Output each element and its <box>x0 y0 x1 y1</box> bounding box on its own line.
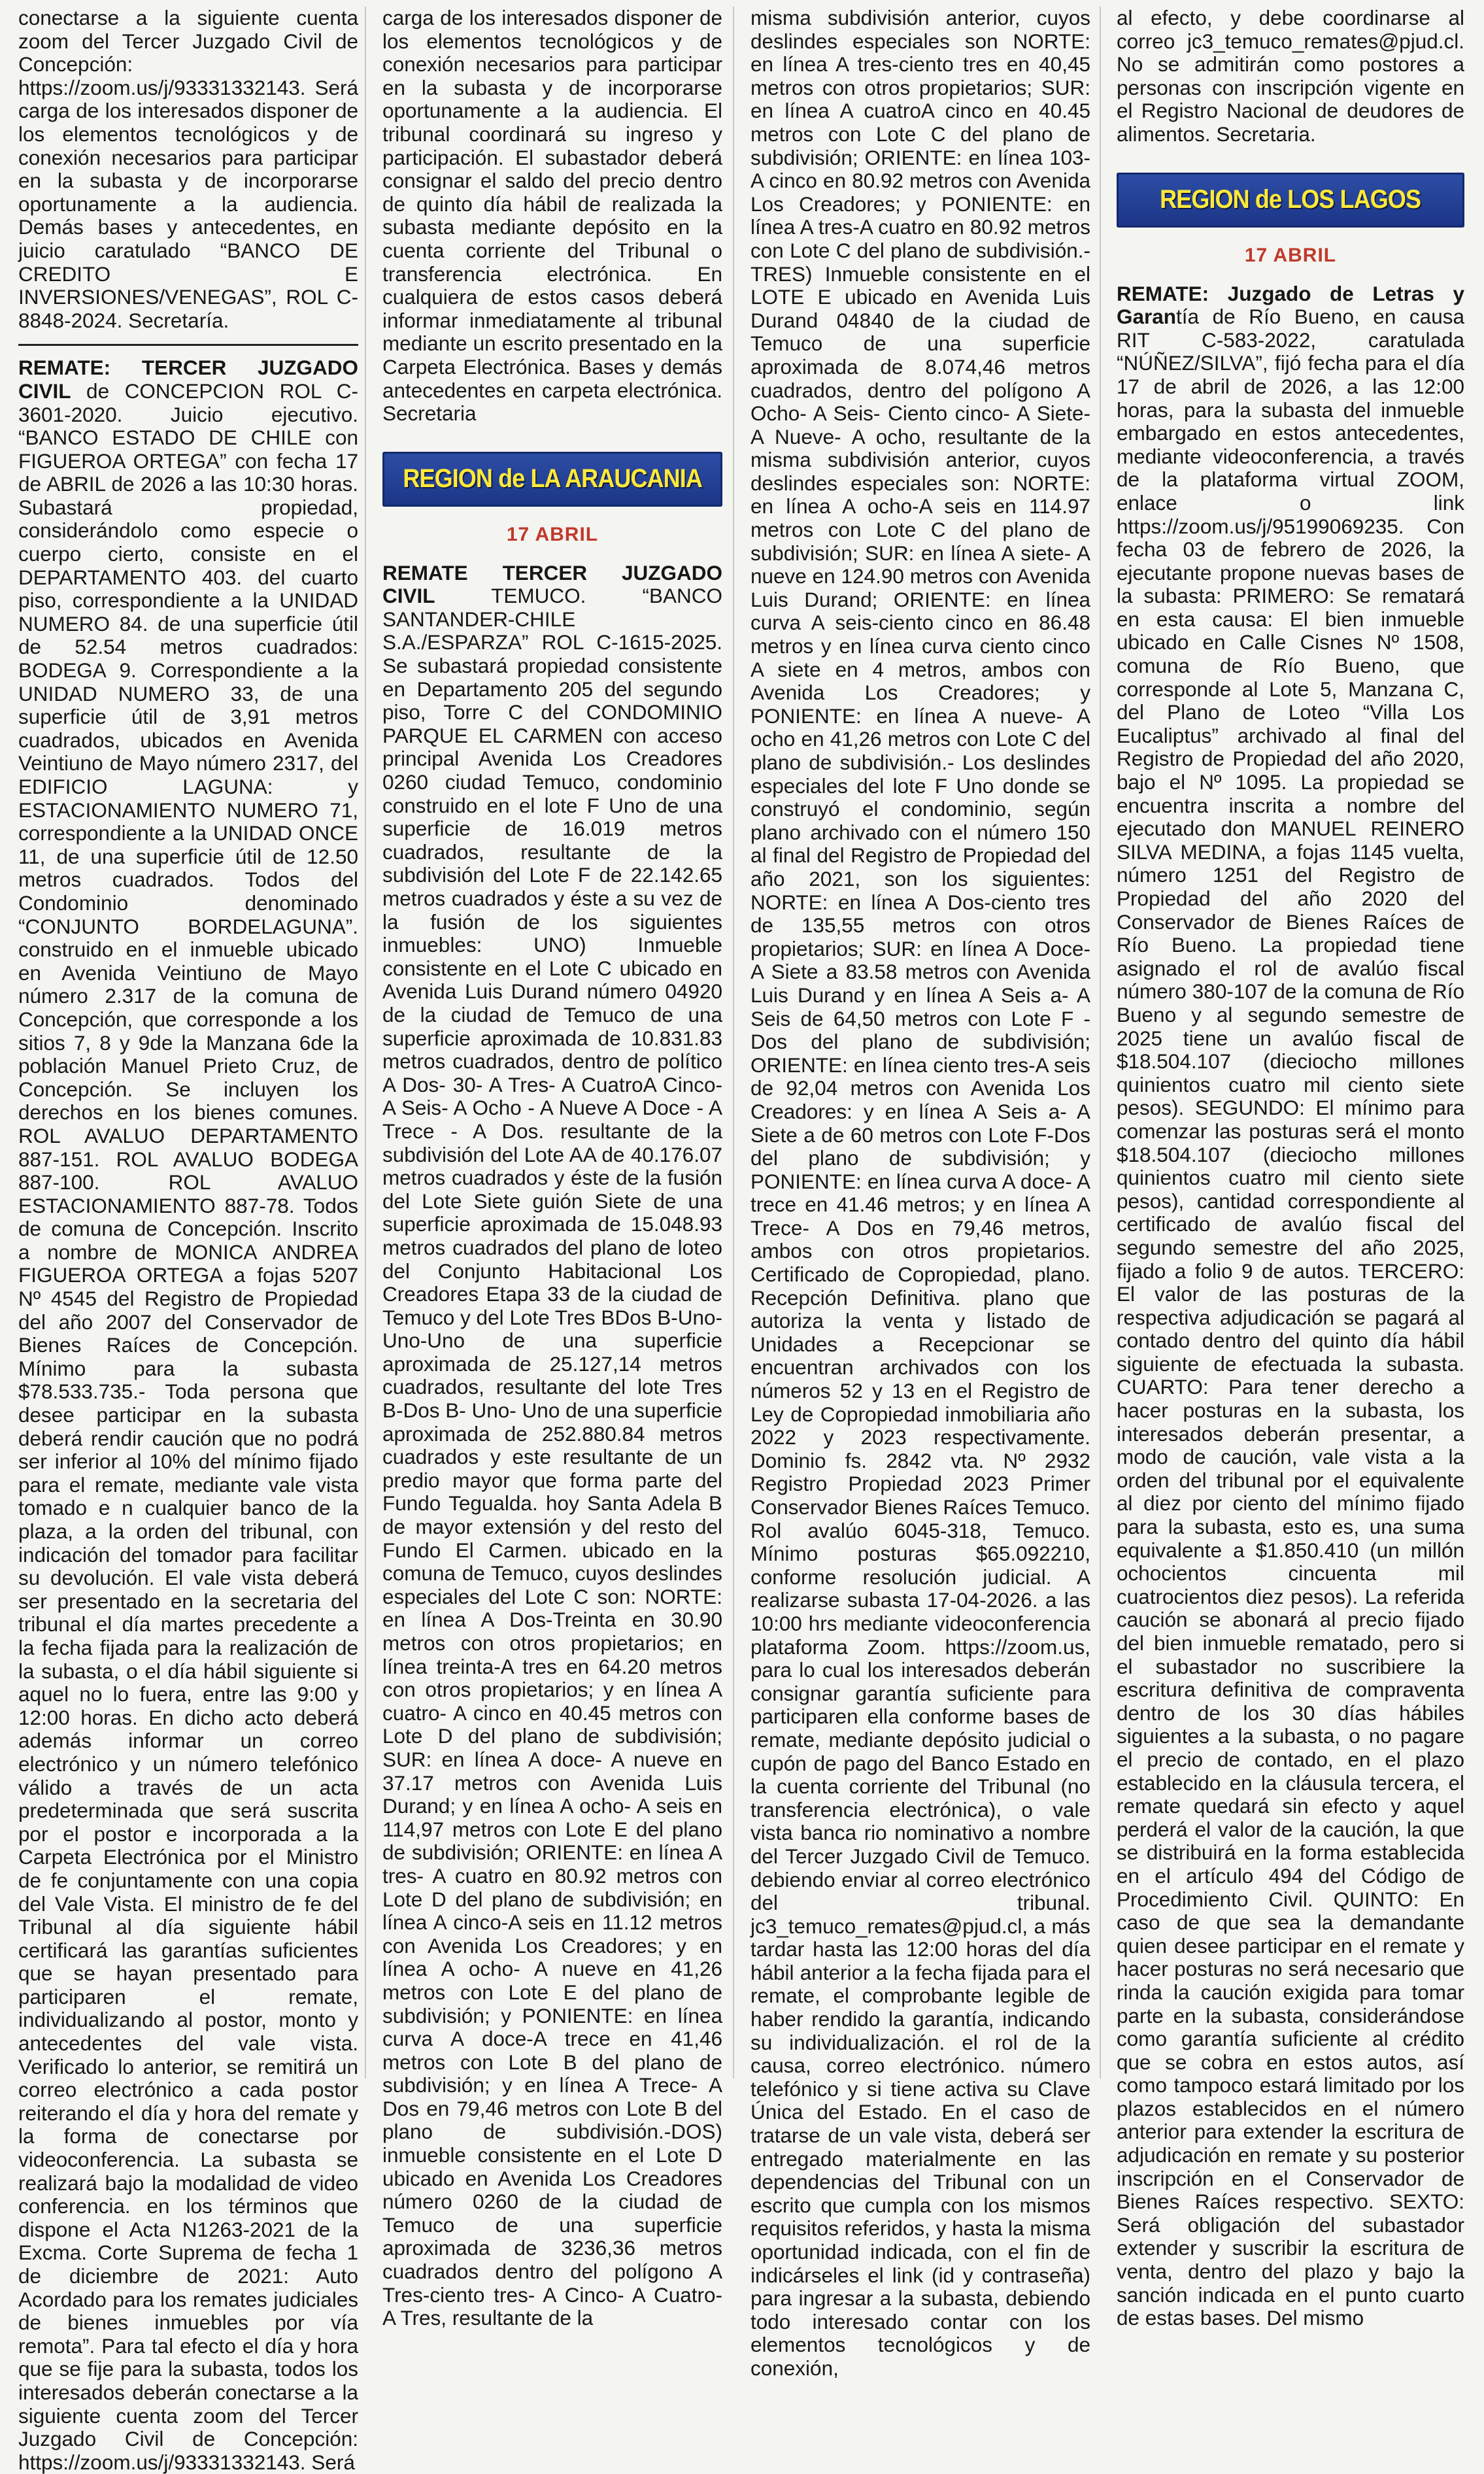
column-1 <box>18 6 358 2474</box>
column-2 <box>382 6 722 2330</box>
region-title: REGION de LOS LAGOS <box>1160 185 1421 214</box>
column-divider <box>733 7 734 2078</box>
section-date: 17 ABRIL <box>506 523 599 545</box>
notice-heading: REMATE TERCER JUZGADO CIVIL <box>382 560 722 608</box>
notice-heading: REMATE: TERCER JUZGADO CIVIL <box>18 356 358 403</box>
notice-continuation: carga de los interesados disponer de los elementos tecnológicos y de conexión necesarios para participar en la subasta y de incorporarse oportunamente a la audiencia. El tribunal coordinará su ingreso y participación. El subastador deberá consignar el saldo del precio dentro de quinto día hábil de realizada la subasta mediante depósito en la cuenta corriente del Tribunal o transferencia electrónica. En cualquiera de estos casos deberá informar inmediatamente al tribunal mediante un escrito presentado en la Carpeta Electrónica. Bases y demás antecedentes en carpeta electrónica. Secretaria <box>382 6 722 426</box>
region-banner-araucania <box>382 452 722 507</box>
section-date: 17 ABRIL <box>1244 244 1337 266</box>
column-4 <box>1117 6 1464 2330</box>
column-3 <box>750 6 1090 2380</box>
notice-remate-rio-bueno <box>1117 282 1464 2330</box>
column-divider <box>1100 7 1101 2078</box>
region-banner-los-lagos <box>1117 173 1464 228</box>
notice-continuation: al efecto, y debe coordinarse al correo jc3_temuco_remates@pjud.cl. No se admitirán como postores a personas con inscripción vigente en el Registro Nacional de deudores de alimentos. Secretaria. <box>1117 6 1464 146</box>
notice-remate-concepcion <box>18 356 358 2474</box>
notice-continuation: conectarse a la siguiente cuenta zoom del Tercer Juzgado Civil de Concepción: https://zoom.us/j/93331332143. Será carga de los interesados disponer de los elementos tecnológicos y de conexión necesarios para participar en la subasta y de incorporarse oportunamente a la audiencia. Demás bases y antecedentes, en juicio caratulado “BANCO DE CREDITO E INVERSIONES/VENEGAS”, ROL C-8848-2024. Secretaría. <box>18 6 358 332</box>
notice-remate-temuco <box>382 562 722 2330</box>
notice-continuation: misma subdivisión anterior, cuyos deslindes especiales son NORTE: en línea A tres-ciento tres en 40,45 metros con otros propietarios; SUR: en línea A cuatroA cinco en 40.45 metros con Lote C del plano de subdivisión; ORIENTE: en línea 103-A cinco en 80.92 metros con Avenida Los Creadores; y PONIENTE: en línea A tres-A cuatro en 80.92 metros con Lote C del plano de subdivisión.- TRES) Inmueble consistente en el LOTE E ubicado en Avenida Luis Durand 04840 de la ciudad de Temuco de una superficie aproximada de 8.074,46 metros cuadrados, dentro del polígono A Ocho- A Seis- Ciento cinco- A Siete- A Nueve- A ocho, resultante de la misma subdivisión anterior, cuyos deslindes especiales son: NORTE: en línea A ocho-A seis en 114.97 metros con Lote C del plano de subdivisión; SUR: en línea A siete- A nueve en 124.90 metros con Avenida Luis Durand; ORIENTE: en línea curva A seis-ciento cinco en 86.48 metros y en línea curva ciento cinco A siete en 4 metros, ambos con Avenida Los Creadores; y PONIENTE: en línea A nueve- A ocho en 41,26 metros con Lote C del plano de subdivisión.- Los deslindes especiales del lote F Uno donde se construyó el condominio, según plano archivado con el número 150 al final del Registro de Propiedad del año 2021, son los siguientes: NORTE: en línea A Dos-ciento tres de 135,55 metros con otros propietarios; SUR: en línea A Doce- A Siete a 83.58 metros con Avenida Luis Durand y en línea A Seis a- A Seis de 64,50 metros con Lote F - Dos del plano de subdivisión; ORIENTE: en línea ciento tres-A seis de 92,04 metros con Avenida Los Creadores: y en línea A Seis a- A Siete a de 60 metros con Lote F-Dos del plano de subdivisión; y PONIENTE: en línea curva A doce- A trece en 41.46 metros; y en línea A Trece- A Dos en 79,46 metros, ambos con otros propietarios. Certificado de Copropiedad, plano. Recepción Definitiva. plano que autoriza la venta y listado de Unidades a Recepcionar se encuentran archivados con los números 52 y 13 en el Registro de Ley de Copropiedad inmobiliaria año 2022 y 2023 respectivamente. Dominio fs. 2842 vta. Nº 2932 Registro Propiedad 2023 Primer Conservador Bienes Raíces Temuco. Rol avalúo 6045-318, Temuco. Mínimo posturas $65.092210, conforme resolución judicial. A realizarse subasta 17-04-2026. a las 10:00 hrs mediante videoconferencia plataforma Zoom. https://zoom.us, para lo cual los interesados deberán consignar garantía suficiente para participaren ella conforme bases de remate, mediante depósito judicial o cupón de pago del Banco Estado en la cuenta corriente del Tribunal (no transferencia electrónica), o vale vista banca rio nominativo a nombre del Tercer Juzgado Civil de Temuco. debiendo enviar al correo electrónico del tribunal. jc3_temuco_remates@pjud.cl, a más tardar hasta las 12:00 horas del día hábil anterior a la fecha fijada para el remate, el comprobante legible de haber rendido la garantía, indicando su individualización. el rol de la causa, correo electrónico. número telefónico y si tiene activa su Clave Única del Estado. En el caso de tratarse de un vale vista, deberá ser entregado materialmente en las dependencias del Tribunal con un escrito que cumpla con los mismos requisitos referidos, y hasta la misma oportunidad indicada, con el fin de indicárseles el link (id y contraseña) para ingresar a la subasta, debiendo todo interesado contar con los elementos tecnológicos y de conexión, <box>750 6 1090 2380</box>
notice-heading: REMATE: Juzgado de Letras y Garan <box>1117 281 1464 329</box>
column-divider <box>365 7 366 2078</box>
region-title: REGION de LA ARAUCANIA <box>403 464 702 494</box>
notice-body: tía de Río Bueno, en causa RIT C-583-2022, caratulada “NÚÑEZ/SILVA”, fijó fecha para el día 17 de abril de 2026, a las 12:00 horas, para la subasta del inmueble embargado en estos antecedentes, mediante videoconferencia, a través de la plataforma virtual ZOOM, enlace o link https://zoom.us/j/95199069235. Con fecha 03 de febrero de 2026, la ejecutante propone nuevas bases de la subasta: PRIMERO: Se rematará en esta causa: El bien inmueble ubicado en Calle Cisnes Nº 1508, comuna de Río Bueno, que corresponde al Lote 5, Manzana C, del Plano de Loteo “Villa Los Eucaliptus” archivado al final del Registro de Propiedad del año 2020, bajo el Nº 1095. La propiedad se encuentra inscrita a nombre del ejecutado don MANUEL REINERO SILVA MEDINA, a fojas 1145 vuelta, número 1251 del Registro de Propiedad del año 2020 del Conservador de Bienes Raíces de Río Bueno. La propiedad tiene asignado el rol de avalúo fiscal número 380-107 de la comuna de Río Bueno y al segundo semestre de 2025 tiene un avalúo fiscal de $18.504.107 (dieciocho millones quinientos cuatro mil ciento siete pesos). SEGUNDO: El mínimo para comenzar las posturas será el monto $18.504.107 (dieciocho millones quinientos cuatro mil ciento siete pesos), cantidad correspondiente al certificado de avalúo fiscal del segundo semestre del año 2025, fijado a folio 9 de autos. TERCERO: El valor de las posturas de la respectiva adjudicación se pagará al contado dentro del quinto día hábil siguiente de efectuada la subasta. CUARTO: Para tener derecho a hacer posturas en la subasta, los interesados deberán presentar, a modo de caución, vale vista a la orden del tribunal por el equivalente al diez por ciento del mínimo fijado para la subasta, esto es, una suma equivalente a $1.850.410 (un millón ochocientos cincuenta mil cuatrocientos diez pesos). La referida caución se abonará al precio fijado del bien inmueble rematado, pero si el subastador no suscribiere la escritura definitiva de compraventa dentro de los 30 días hábiles siguientes a la subasta, o no pagare el precio de contado, en el plazo establecido en la cláusula tercera, el remate quedará sin efecto y aquel perderá el valor de la caución, la que se distribuirá en la forma establecida en el artículo 494 del Código de Procedimiento Civil. QUINTO: En caso de que sea la demandante quien desee participar en el remate y hacer posturas no será necesario que rinda la caución exigida para tomar parte en la subasta, considerándose como garantía suficiente al crédito que se cobra en estos autos, así como tampoco estará limitado por los plazos establecidos en el número anterior para extender la escritura de adjudicación en remate y su posterior inscripción en el Conservador de Bienes Raíces respectivo. SEXTO: Será obligación del subastador extender y suscribir la escritura de venta, dentro del plazo y bajo la sanción indicada en el punto cuarto de estas bases. Del mismo <box>1117 305 1464 2330</box>
notice-body: de CONCEPCION ROL C-3601-2020. Juicio ejecutivo. “BANCO ESTADO DE CHILE con FIGUEROA ORTEGA” con fecha 17 de ABRIL de 2026 a las 10:30 horas. Subastará propiedad, considerándolo como especie o cuerpo cierto, consiste en el DEPARTAMENTO 403. del cuarto piso, correspondiente a la UNIDAD NUMERO 84. de una superficie útil de 52.54 metros cuadrados: BODEGA 9. Correspondiente a la UNIDAD NUMERO 33, de una superficie útil de 3,91 metros cuadrados, ubicados en Avenida Veintiuno de Mayo número 2317, del EDIFICIO LAGUNA: y ESTACIONAMIENTO NUMERO 71, correspondiente a la UNIDAD ONCE 11, de una superficie útil de 12.50 metros cuadrados. Todos del Condominio denominado “CONJUNTO BORDELAGUNA”. construido en el inmueble ubicado en Avenida Veintiuno de Mayo número 2.317 de la comuna de Concepción, que corresponde a los sitios 7, 8 y 9de la Manzana 6de la población Manuel Prieto Cruz, de Concepción. Se incluyen los derechos en los bienes comunes. ROL AVALUO DEPARTAMENTO 887-151. ROL AVALUO BODEGA 887-100. ROL AVALUO ESTACIONAMIENTO 887-78. Todos de comuna de Concepción. Inscrito a nombre de MONICA ANDREA FIGUEROA ORTEGA a fojas 5207 Nº 4545 del Registro de Propiedad del año 2007 del Conservador de Bienes Raíces de Concepción. Mínimo para la subasta $78.533.735.- Toda persona que desee participar en la subasta deberá rendir caución que no podrá ser inferior al 10% del mínimo fijado para el remate, mediante vale vista tomado e n cualquier banco de la plaza, a la orden del tribunal, con indicación del tomador para facilitar su devolución. El vale vista deberá ser presentado en la secretaria del tribunal el día martes precedente a la fecha fijada para la realización de la subasta, o el día hábil siguiente si aquel no lo fuera, entre las 9:00 y 12:00 horas. En dicho acto deberá además informar un correo electrónico y un número telefónico válido a través de un acta predeterminada que será suscrita por el postor e incorporada a la Carpeta Electrónica por el Ministro de fe conjuntamente con una copia del Vale Vista. El ministro de fe del Tribunal al día siguiente hábil certificará las garantías suficientes que se hayan presentado para participaren el remate, individualizando al postor, monto y antecedentes del vale vista. Verificado lo anterior, se remitirá un correo electrónico a cada postor reiterando el día y hora del remate y la forma de conectarse por videoconferencia. La subasta se realizará bajo la modalidad de video conferencia. en los términos que dispone el Acta N1263-2021 de la Excma. Corte Suprema de fecha 1 de diciembre de 2021: Auto Acordado para los remates judiciales de bienes inmuebles por vía remota”. Para tal efecto el día y hora que se fije para la subasta, todos los interesados deberán conectarse a la siguiente cuenta zoom del Tercer Juzgado Civil de Concepción: https://zoom.us/j/93331332143. Será <box>18 379 358 2474</box>
notice-separator <box>18 344 358 346</box>
notice-body: TEMUCO. “BANCO SANTANDER-CHILE S.A./ESPARZA” ROL C-1615-2025. Se subastará propiedad consistente en Departamento 205 del segundo piso, Torre C del CONDOMINIO PARQUE EL CARMEN con acceso principal Avenida Los Creadores 0260 ciudad Temuco, condominio construido en el lote F Uno de una superficie de 16.019 metros cuadrados, resultante de la subdivisión del Lote F de 22.142.65 metros cuadrados y éste a su vez de la fusión de los siguientes inmuebles: UNO) Inmueble consistente en el Lote C ubicado en Avenida Luis Durand número 04920 de la ciudad de Temuco de una superficie aproximada de 10.831.83 metros cuadrados, dentro de político A Dos- 30- A Tres- A CuatroA Cinco- A Seis- A Ocho - A Nueve A Doce - A Trece - A Dos. resultante de la subdivisión del Lote AA de 40.176.07 metros cuadrados y éste de la fusión del Lote Siete guión Siete de una superficie aproximada de 15.048.93 metros cuadrados del plano de loteo del Conjunto Habitacional Los Creadores Etapa 33 de la ciudad de Temuco y del Lote Tres BDos B-Uno-Uno-Uno de una superficie aproximada de 25.127,14 metros cuadrados, resultante del lote Tres B-Dos B- Uno- Uno de una superficie aproximada de 252.880.84 metros cuadrados y este resultante de un predio mayor que forma parte del Fundo Tegualda. hoy Santa Adela B de mayor extensión y del resto del Fundo El Carmen. ubicado en la comuna de Temuco, cuyos deslindes especiales del Lote C son: NORTE: en línea A Dos-Treinta en 30.90 metros con otros propietarios; en línea treinta-A tres en 64.20 metros con otros propietarios; y en línea A cuatro- A cinco en 40.45 metros con Lote D del plano de subdivisión; SUR: en línea A doce- A nueve en 37.17 metros con Avenida Luis Durand; y en línea A ocho- A seis en 114,97 metros con Lote E del plano de subdivisión; ORIENTE: en línea A tres- A cuatro en 80.92 metros con Lote D del plano de subdivisión; en línea A cinco-A seis en 11.12 metros con Avenida Los Creadores; y en línea A ocho- A nueve en 41,26 metros con Lote E del plano de subdivisión; y PONIENTE: en línea curva A doce-A trece en 41,46 metros con Lote B del plano de subdivisión; y en línea A Trece- A Dos en 79,46 metros con Lote B del plano de subdivisión.-DOS) inmueble consistente en el Lote D ubicado en Avenida Los Creadores número 0260 de la ciudad de Temuco de una superficie aproximada de 3236,36 metros cuadrados dentro del polígono A Tres-ciento tres- A Cinco- A Cuatro- A Tres, resultante de la <box>382 584 722 2330</box>
